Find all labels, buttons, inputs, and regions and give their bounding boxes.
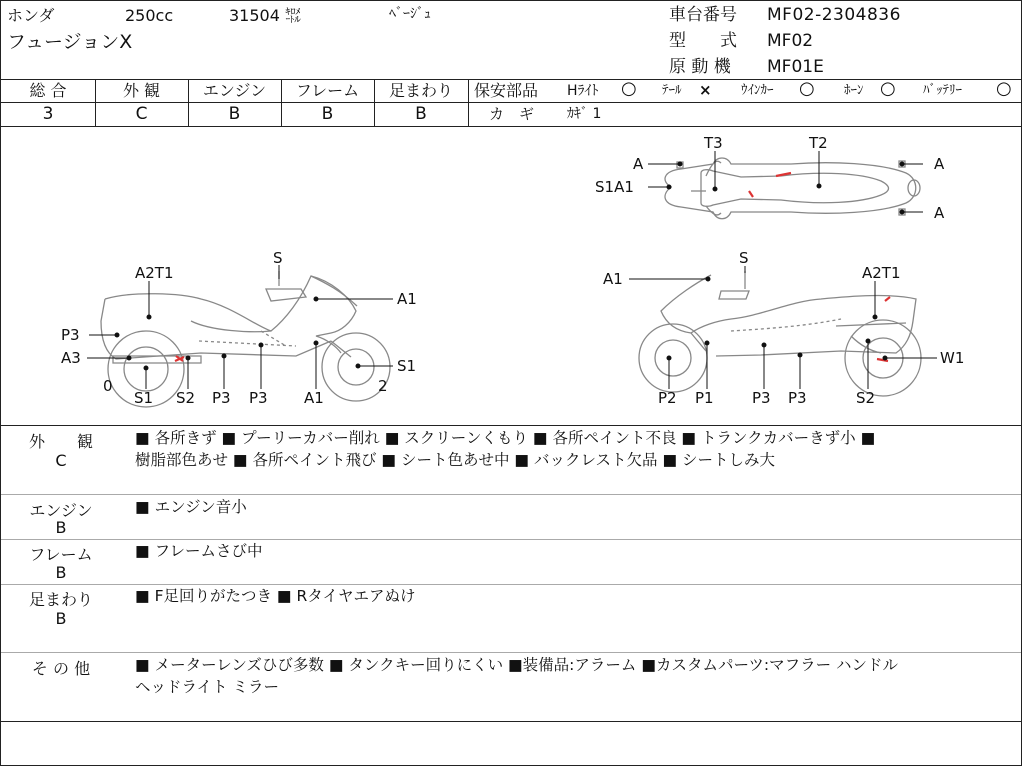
label-a2t1: A2T1 bbox=[862, 264, 901, 282]
divider bbox=[1, 721, 1022, 722]
grade-value-overall: 3 bbox=[42, 104, 54, 124]
mileage: 31504 ㌖ bbox=[229, 6, 301, 25]
safety-mark-horn: ○ bbox=[880, 78, 896, 99]
label-p3: P3 bbox=[752, 389, 771, 407]
divider bbox=[1, 102, 469, 103]
section-label: そ の 他 bbox=[31, 659, 91, 678]
scooter-top-view bbox=[665, 158, 920, 219]
label-t2: T2 bbox=[809, 134, 828, 152]
grade-header-exterior: 外 観 bbox=[122, 81, 161, 100]
label-p3: P3 bbox=[249, 389, 268, 407]
key-label: カ ギ bbox=[489, 105, 535, 123]
safety-title: 保安部品 bbox=[474, 81, 539, 100]
label-a1: A1 bbox=[304, 389, 324, 407]
safety-item-battery: ﾊﾞｯﾃﾘｰ bbox=[923, 83, 962, 98]
divider bbox=[1, 494, 1022, 495]
label-a: A bbox=[934, 204, 945, 222]
grade-header-overall: 総 合 bbox=[29, 81, 67, 100]
safety-item-tail: ﾃｰﾙ bbox=[662, 83, 682, 98]
grade-value-frame: B bbox=[321, 104, 334, 124]
displacement: 250cc bbox=[125, 6, 174, 25]
damage-mark bbox=[175, 356, 184, 361]
section-grade: B bbox=[55, 518, 67, 537]
divider bbox=[1, 652, 1022, 653]
safety-mark-headlight: ○ bbox=[621, 78, 637, 99]
section-line: 樹脂部色あせ ■ 各所ペイント飛び ■ シート色あせ中 ■ バックレスト欠品 ■ シートしみ大 bbox=[135, 451, 776, 469]
section-line: ■ F足回りがたつき ■ Rタイヤエアぬけ bbox=[135, 587, 416, 605]
scooter-right-side-view bbox=[639, 271, 921, 396]
divider bbox=[469, 102, 1022, 103]
label-s1: S1 bbox=[134, 389, 154, 407]
label-p3: P3 bbox=[788, 389, 807, 407]
label-a2t1: A2T1 bbox=[135, 264, 174, 282]
grade-value-engine: B bbox=[228, 104, 241, 124]
grade-header-engine: エンジン bbox=[202, 81, 267, 100]
section-line: ヘッドライト ミラー bbox=[135, 678, 279, 696]
label-s2: S2 bbox=[856, 389, 876, 407]
scooter-left-side-view bbox=[101, 271, 390, 407]
label-s1: S1 bbox=[397, 357, 417, 375]
key-value: ｶｷﾞ 1 bbox=[567, 106, 602, 122]
divider bbox=[468, 79, 469, 126]
section-grade: B bbox=[55, 563, 67, 582]
engine-value: MF01E bbox=[767, 57, 824, 77]
frame-no-value: MF02-2304836 bbox=[767, 5, 901, 25]
maker: ホンダ bbox=[7, 6, 55, 25]
label-a3: A3 bbox=[61, 349, 81, 367]
frame-no-label: 車台番号 bbox=[669, 5, 737, 25]
model-name: フュージョンX bbox=[7, 31, 133, 53]
safety-item-winker: ｳｲﾝｶｰ bbox=[741, 83, 774, 98]
divider bbox=[1, 79, 1022, 80]
grade-header-frame: フレーム bbox=[295, 81, 360, 100]
label-a: A bbox=[633, 155, 644, 173]
color: ﾍﾞｰｼﾞｭ bbox=[389, 6, 431, 22]
engine-label: 原 動 機 bbox=[669, 57, 731, 77]
safety-mark-battery: ○ bbox=[996, 78, 1012, 99]
label-p2: P2 bbox=[658, 389, 677, 407]
label-a1: A1 bbox=[397, 290, 417, 308]
label-p3: P3 bbox=[212, 389, 231, 407]
label-t3: T3 bbox=[704, 134, 723, 152]
damage-diagram bbox=[1, 127, 1022, 425]
label-s1a1: S1A1 bbox=[595, 178, 634, 196]
label-a1: A1 bbox=[603, 270, 623, 288]
label-a: A bbox=[934, 155, 945, 173]
grade-value-suspension: B bbox=[415, 104, 427, 124]
safety-mark-winker: ○ bbox=[799, 78, 815, 99]
section-line: ■ エンジン音小 bbox=[135, 498, 247, 516]
safety-mark-tail: × bbox=[699, 81, 712, 99]
safety-item-horn: ﾎｰﾝ bbox=[844, 83, 864, 98]
section-line: ■ 各所きず ■ プーリーカバー削れ ■ スクリーンくもり ■ 各所ペイント不良 ■ トランクカバーきず小 ■ bbox=[135, 429, 876, 447]
section-label: 足まわり bbox=[28, 590, 93, 609]
section-label: 外 観 bbox=[28, 432, 93, 451]
damage-mark bbox=[877, 297, 890, 361]
section-line: ■ メーターレンズひび多数 ■ タンクキー回りにくい ■装備品:アラーム ■カスタムパーツ:マフラー ハンドル bbox=[135, 656, 898, 674]
section-label: フレーム bbox=[29, 545, 93, 564]
divider bbox=[1, 425, 1022, 426]
section-grade: B bbox=[55, 609, 67, 628]
grade-header-suspension: 足まわり bbox=[388, 81, 453, 100]
label-p3: P3 bbox=[61, 326, 80, 344]
type-label: 型 式 bbox=[669, 31, 737, 51]
label-p1: P1 bbox=[695, 389, 714, 407]
section-line: ■ フレームさび中 bbox=[135, 542, 263, 560]
label-s: S bbox=[273, 249, 283, 267]
label-s: S bbox=[739, 249, 749, 267]
safety-item-headlight: Hﾗｲﾄ bbox=[567, 83, 599, 99]
label-2: 2 bbox=[378, 377, 388, 395]
grade-value-exterior: C bbox=[135, 104, 148, 124]
label-0: 0 bbox=[103, 377, 113, 395]
label-s2: S2 bbox=[176, 389, 196, 407]
section-label: エンジン bbox=[29, 501, 93, 520]
section-grade: C bbox=[55, 451, 67, 470]
label-w1: W1 bbox=[940, 349, 965, 367]
type-value: MF02 bbox=[767, 31, 814, 51]
